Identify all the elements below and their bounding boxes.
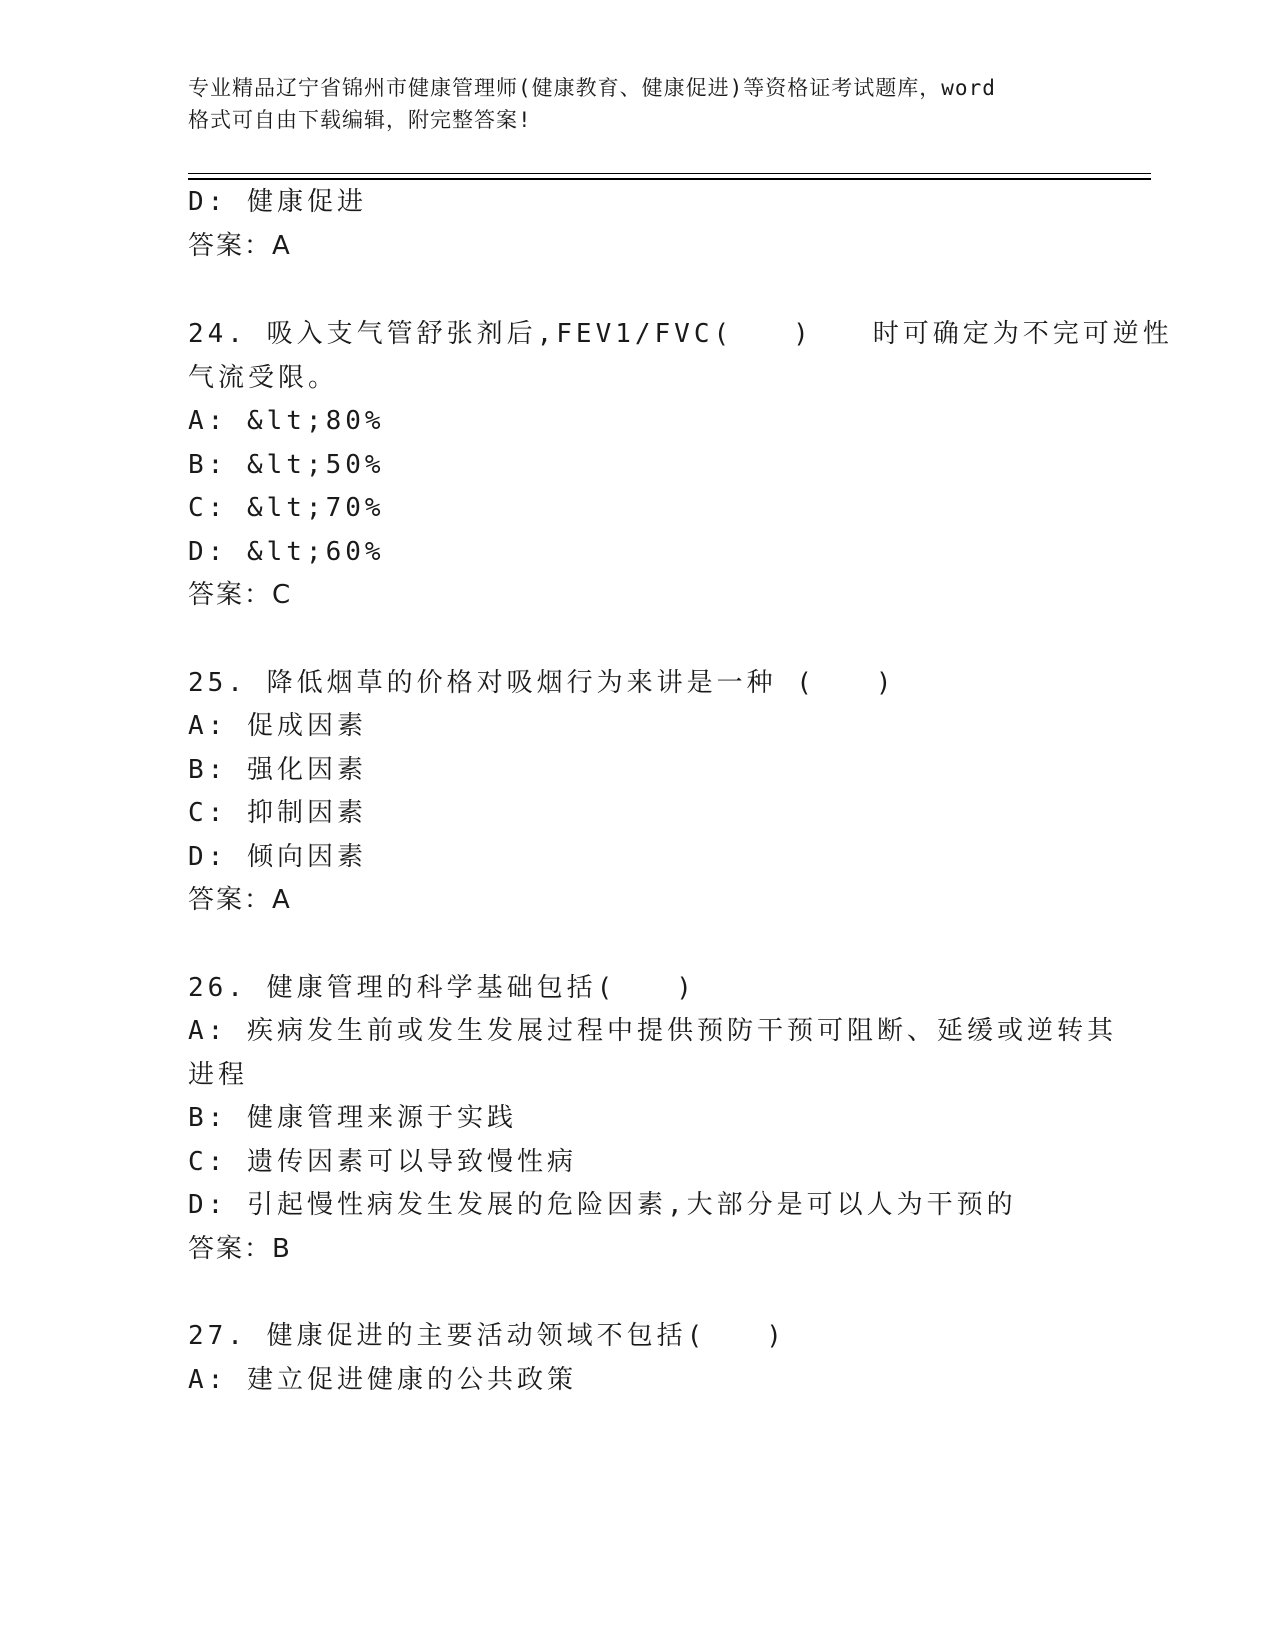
q24-option-a: A: &lt;80% [188, 406, 385, 436]
q26-answer: 答案：B [188, 1234, 292, 1264]
prev-answer: 答案：A [188, 231, 292, 261]
q27-option-a: A: 建立促进健康的公共政策 [188, 1365, 577, 1395]
q26-option-d: D: 引起慢性病发生发展的危险因素,大部分是可以人为干预的 [188, 1190, 1017, 1220]
q24-stem-line1: 24. 吸入支气管舒张剂后,FEV1/FVC( ) 时可确定为不完可逆性 [188, 319, 1173, 349]
document-header [188, 72, 1088, 136]
q24-option-b: B: &lt;50% [188, 450, 385, 480]
header-line-2: 格式可自由下载编辑，附完整答案! [188, 108, 532, 132]
q24-option-d: D: &lt;60% [188, 537, 385, 567]
q27-stem: 27. 健康促进的主要活动领域不包括( ) [188, 1321, 786, 1351]
header-divider-thick [188, 178, 1151, 180]
q24-stem-line2: 气流受限。 [188, 363, 339, 393]
q25-option-d: D: 倾向因素 [188, 842, 367, 872]
q25-option-b: B: 强化因素 [188, 755, 367, 785]
q24-answer: 答案：C [188, 580, 293, 610]
q25-option-a: A: 促成因素 [188, 711, 367, 741]
q25-option-c: C: 抑制因素 [188, 798, 367, 828]
q25-stem: 25. 降低烟草的价格对吸烟行为来讲是一种 ( ) [188, 668, 896, 698]
q25-answer: 答案：A [188, 885, 292, 915]
q26-stem: 26. 健康管理的科学基础包括( ) [188, 973, 696, 1003]
q24-option-c: C: &lt;70% [188, 493, 385, 523]
q26-option-a-line1: A: 疾病发生前或发生发展过程中提供预防干预可阻断、延缓或逆转其 [188, 1016, 1117, 1046]
header-divider-thin [188, 173, 1151, 174]
q26-option-c: C: 遗传因素可以导致慢性病 [188, 1147, 577, 1177]
header-line-1: 专业精品辽宁省锦州市健康管理师(健康教育、健康促进)等资格证考试题库，word [188, 76, 996, 100]
q26-option-a-line2: 进程 [188, 1060, 249, 1090]
prev-option-d: D: 健康促进 [188, 187, 367, 217]
q26-option-b: B: 健康管理来源于实践 [188, 1103, 517, 1133]
